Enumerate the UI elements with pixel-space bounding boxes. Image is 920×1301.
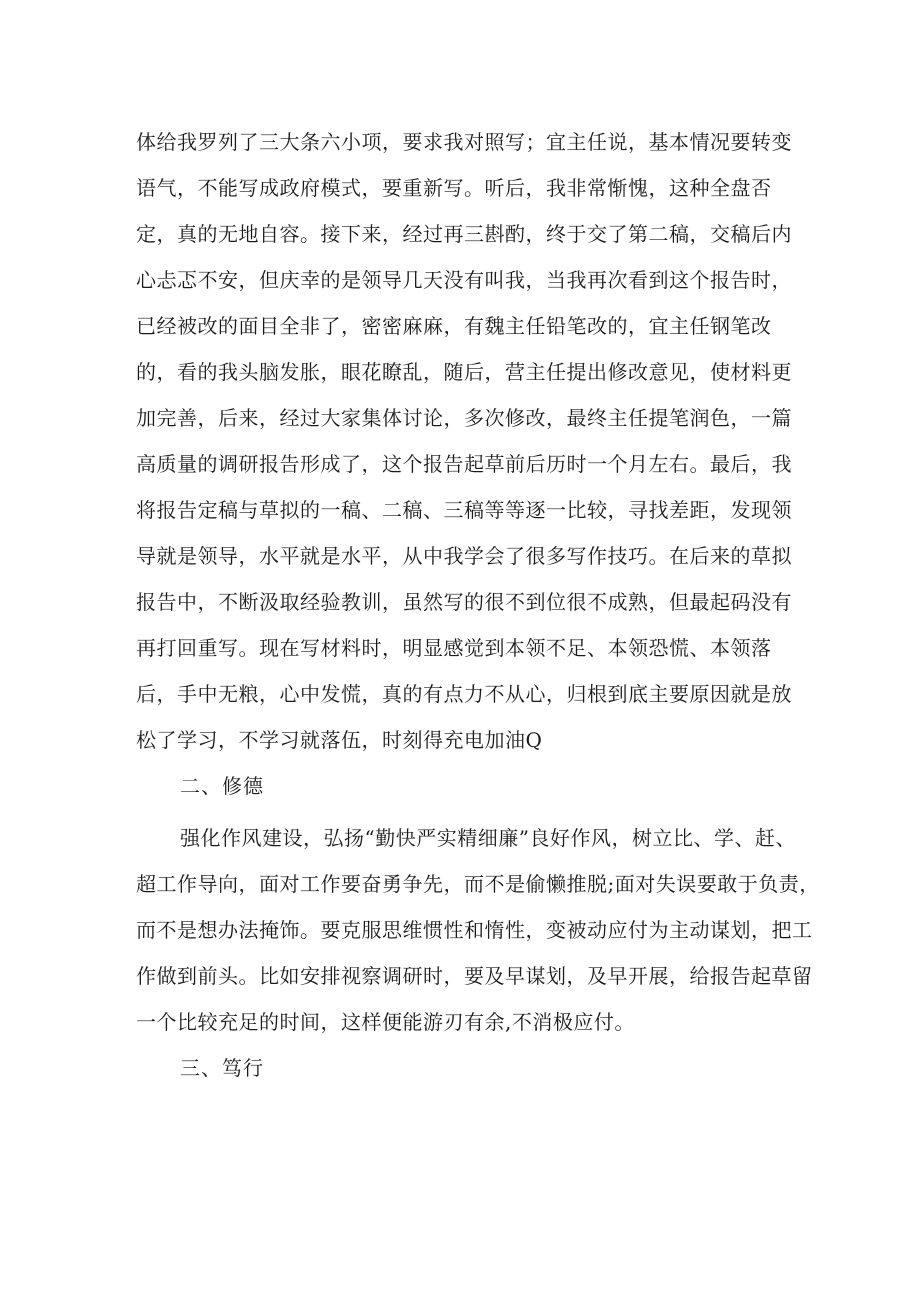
paragraph-1-line-5: 已经被改的面目全非了，密密麻麻，有魏主任铅笔改的，宜主任钢笔改 <box>136 314 772 338</box>
paragraph-1-line-6: 的，看的我头脑发胀，眼花瞭乱，随后，营主任提出修改意见，使材料更 <box>136 360 792 384</box>
paragraph-2-line-4: 作做到前头。比如安排视察调研时，要及早谋划，及早开展，给报告起草留 <box>136 964 813 988</box>
paragraph-1-line-13: 后，手中无粮，心中发慌，真的有点力不从心，归根到底主要原因就是放 <box>136 682 792 706</box>
paragraph-1-line-4: 心忐忑不安，但庆幸的是领导几天没有叫我，当我再次看到这个报告时， <box>136 268 792 292</box>
paragraph-1-line-12: 再打回重写。现在写材料时，明显感觉到本领不足、本领恐慌、本领落 <box>136 636 772 660</box>
section-heading-3: 三、笃行 <box>180 1056 264 1080</box>
paragraph-1-line-10: 导就是领导，水平就是水平，从中我学会了很多写作技巧。在后来的草拟 <box>136 544 792 568</box>
paragraph-1-line-11: 报告中，不断汲取经验教训，虽然写的很不到位很不成熟，但最起码没有 <box>136 590 792 614</box>
paragraph-1-line-2: 语气，不能写成政府模式，要重新写。听后，我非常惭愧，这种全盘否 <box>136 176 772 200</box>
paragraph-1-line-14: 松了学习，不学习就落伍，时刻得充电加油Q <box>136 728 543 752</box>
section-heading-2: 二、修德 <box>180 774 264 798</box>
paragraph-1-line-9: 将报告定稿与草拟的一稿、二稿、三稿等等逐一比较，寻找差距，发现领 <box>136 498 792 522</box>
paragraph-1-line-1: 体给我罗列了三大条六小项，要求我对照写；宜主任说，基本情况要转变 <box>136 130 792 154</box>
paragraph-2-line-2: 超工作导向，面对工作要奋勇争先，而不是偷懒推脱;面对失误要敢于负责， <box>136 872 820 896</box>
paragraph-2-line-1: 强化作风建设，弘扬“勤快严实精细廉”良好作风，树立比、学、赶、 <box>180 826 796 850</box>
paragraph-2-line-5: 一个比较充足的时间，这样便能游刃有余,不消极应付。 <box>136 1010 635 1034</box>
paragraph-2-line-3: 而不是想办法掩饰。要克服思维惯性和惰性，变被动应付为主动谋划，把工 <box>136 918 813 942</box>
paragraph-1-line-7: 加完善，后来，经过大家集体讨论，多次修改，最终主任提笔润色，一篇 <box>136 406 792 430</box>
paragraph-1-line-3: 定，真的无地自容。接下来，经过再三斟酌，终于交了第二稿，交稿后内 <box>136 222 792 246</box>
paragraph-1-line-8: 高质量的调研报告形成了，这个报告起草前后历时一个月左右。最后，我 <box>136 452 792 476</box>
